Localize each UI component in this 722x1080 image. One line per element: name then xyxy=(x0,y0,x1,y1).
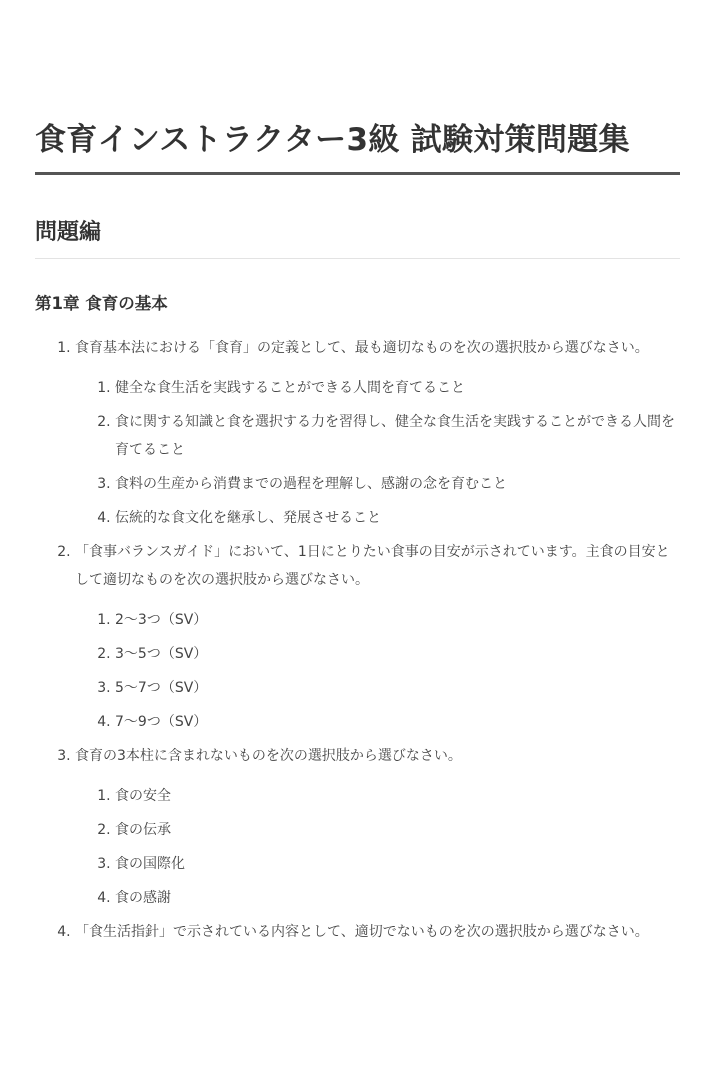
question-item xyxy=(75,742,680,912)
option-item: 3. 5〜7つ（SV） xyxy=(115,674,680,702)
question-item xyxy=(75,918,680,946)
option-list xyxy=(75,782,680,912)
option-item: 4. 食の感謝 xyxy=(115,884,680,912)
question-text: 1. 食育基本法における「食育」の定義として、最も適切なものを次の選択肢から選びなさい。 xyxy=(75,340,649,356)
document-title: 食育インストラクター3級 試験対策問題集 xyxy=(35,118,680,175)
option-item: 1. 2〜3つ（SV） xyxy=(115,606,680,634)
question-item xyxy=(75,334,680,532)
option-item: 4. 伝統的な食文化を継承し、発展させること xyxy=(115,504,680,532)
question-list xyxy=(35,334,680,946)
option-item: 3. 食の国際化 xyxy=(115,850,680,878)
question-text: 3. 食育の3本柱に含まれないものを次の選択肢から選びなさい。 xyxy=(75,748,462,764)
option-list xyxy=(75,374,680,532)
option-item: 2. 3〜5つ（SV） xyxy=(115,640,680,668)
option-item: 4. 7〜9つ（SV） xyxy=(115,708,680,736)
option-item: 1. 健全な食生活を実践することができる人間を育てること xyxy=(115,374,680,402)
option-item: 1. 食の安全 xyxy=(115,782,680,810)
question-item xyxy=(75,538,680,736)
question-text: 2. 「食事バランスガイド」において、1日にとりたい食事の目安が示されています。主食の目安として適切なものを次の選択肢から選びなさい。 xyxy=(75,544,670,588)
option-list xyxy=(75,606,680,736)
option-item: 2. 食に関する知識と食を選択する力を習得し、健全な食生活を実践することができる人間を育てること xyxy=(115,408,680,464)
option-item: 3. 食料の生産から消費までの過程を理解し、感謝の念を育むこと xyxy=(115,470,680,498)
question-text: 4. 「食生活指針」で示されている内容として、適切でないものを次の選択肢から選びなさい。 xyxy=(75,924,649,940)
chapter-title: 第1章 食育の基本 xyxy=(35,294,168,313)
section-title: 問題編 xyxy=(35,217,680,259)
option-item: 2. 食の伝承 xyxy=(115,816,680,844)
